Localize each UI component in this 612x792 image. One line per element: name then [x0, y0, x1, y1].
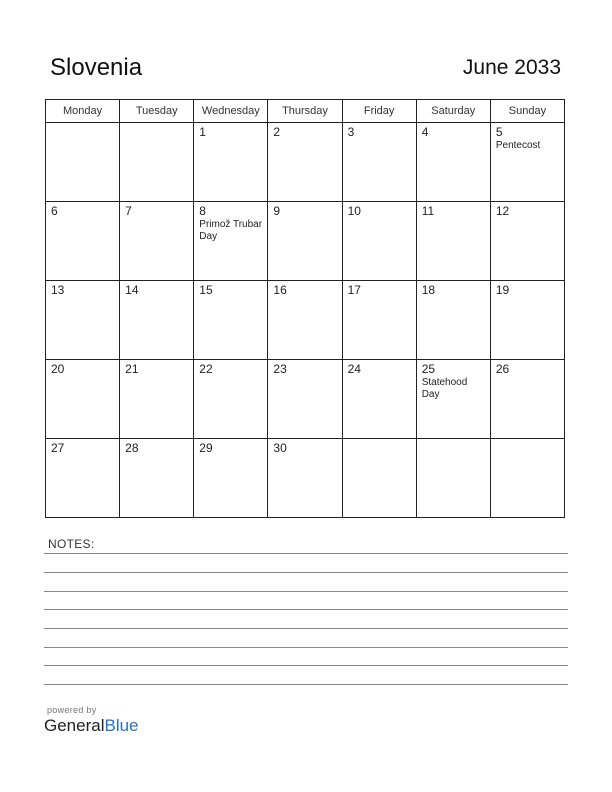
- week-row: [46, 439, 565, 518]
- weekday-header: Thursday: [268, 100, 342, 123]
- week-row: [46, 123, 565, 202]
- holiday-label: Primož Trubar Day: [199, 219, 263, 242]
- day-number: 8: [199, 204, 206, 218]
- day-cell: [416, 360, 490, 439]
- day-number: 22: [199, 362, 213, 376]
- day-cell: [342, 360, 416, 439]
- weekday-header: Wednesday: [194, 100, 268, 123]
- day-cell: [46, 439, 120, 518]
- day-number: 28: [125, 441, 139, 455]
- day-cell: [46, 281, 120, 360]
- day-number: 19: [495, 283, 510, 297]
- powered-by-text: powered by: [47, 705, 97, 715]
- day-number: 23: [273, 362, 287, 376]
- day-cell: [416, 202, 490, 281]
- day-number: 15: [199, 283, 213, 297]
- note-line: [44, 665, 568, 666]
- day-cell: [342, 439, 416, 518]
- note-line: [44, 591, 568, 592]
- day-cell: [120, 360, 194, 439]
- day-cell: [120, 123, 194, 202]
- day-cell: [342, 123, 416, 202]
- day-cell: [120, 439, 194, 518]
- day-cell: [194, 360, 268, 439]
- day-number: 13: [51, 283, 65, 297]
- day-number: 6: [51, 204, 58, 218]
- day-number: 30: [273, 441, 287, 455]
- day-cell: [268, 439, 342, 518]
- brand-logo[interactable]: [44, 716, 139, 736]
- brand-general: General: [44, 716, 105, 735]
- week-row: [46, 281, 565, 360]
- day-cell: [268, 202, 342, 281]
- note-line: [44, 684, 568, 685]
- day-number: 24: [347, 362, 361, 376]
- week-row: [46, 202, 565, 281]
- holiday-label: Statehood Day: [421, 377, 468, 400]
- note-line: [44, 572, 568, 573]
- weekday-header: Sunday: [490, 100, 564, 123]
- note-line: [44, 647, 568, 648]
- day-number: 7: [125, 204, 132, 218]
- note-line: [44, 628, 568, 629]
- day-cell: [194, 439, 268, 518]
- day-number: 18: [421, 283, 436, 297]
- day-number: 1: [199, 125, 206, 139]
- day-number: 2: [273, 125, 281, 139]
- day-cell: [46, 202, 120, 281]
- day-number: 9: [273, 204, 281, 218]
- day-cell: [194, 123, 268, 202]
- day-cell: [342, 281, 416, 360]
- day-cell: [416, 281, 490, 360]
- day-number: 20: [51, 362, 65, 376]
- day-cell: [194, 202, 268, 281]
- day-number: 14: [125, 283, 139, 297]
- day-number: 12: [495, 204, 510, 218]
- note-line: [44, 553, 568, 554]
- day-number: 21: [125, 362, 139, 376]
- day-cell: [194, 281, 268, 360]
- note-line: [44, 609, 568, 610]
- day-number: 11: [421, 204, 435, 218]
- country-title: Slovenia: [50, 54, 143, 81]
- day-number: 29: [199, 441, 213, 455]
- day-cell: [490, 123, 564, 202]
- weekday-header-row: [46, 100, 565, 123]
- month-year-title: June 2033: [462, 56, 561, 79]
- day-number: 25: [421, 362, 436, 376]
- day-cell: [490, 439, 564, 518]
- day-cell: [46, 123, 120, 202]
- day-number: 27: [51, 441, 65, 455]
- day-cell: [268, 123, 342, 202]
- day-cell: [490, 360, 564, 439]
- week-row: [46, 360, 565, 439]
- day-number: 17: [347, 283, 361, 297]
- calendar-grid: [45, 99, 565, 518]
- day-cell: [490, 281, 564, 360]
- day-cell: [120, 202, 194, 281]
- brand-blue: Blue: [104, 716, 139, 735]
- day-number: 4: [421, 125, 429, 139]
- day-cell: [46, 360, 120, 439]
- day-cell: [268, 360, 342, 439]
- weekday-header: Monday: [46, 100, 120, 123]
- day-cell: [268, 281, 342, 360]
- day-number: 10: [347, 204, 361, 218]
- weekday-header: Friday: [342, 100, 416, 123]
- day-cell: [120, 281, 194, 360]
- notes-label: NOTES:: [48, 537, 95, 551]
- day-number: 16: [273, 283, 287, 297]
- holiday-label: Pentecost: [495, 140, 541, 151]
- day-number: 5: [495, 125, 503, 139]
- day-number: 26: [495, 362, 510, 376]
- day-cell: [416, 123, 490, 202]
- weekday-header: Tuesday: [120, 100, 194, 123]
- day-cell: [416, 439, 490, 518]
- day-number: 3: [347, 125, 355, 139]
- weekday-header: Saturday: [416, 100, 490, 123]
- day-cell: [490, 202, 564, 281]
- day-cell: [342, 202, 416, 281]
